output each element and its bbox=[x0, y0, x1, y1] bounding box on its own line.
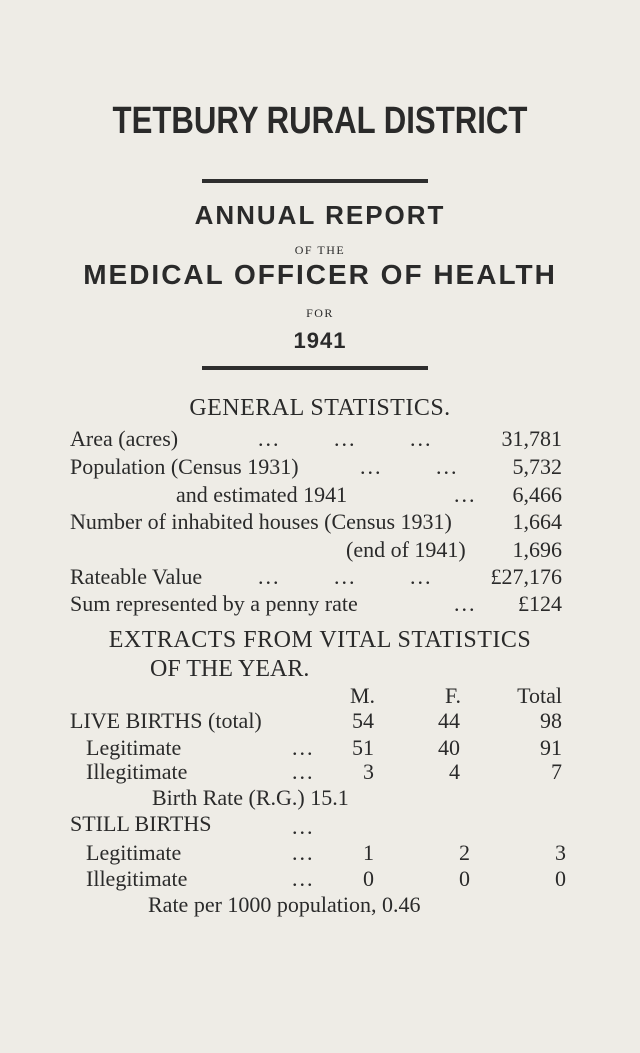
still-births-label: STILL BIRTHS bbox=[70, 811, 212, 836]
leader-dots: ... bbox=[292, 840, 315, 865]
vital-statistics-subheading: OF THE YEAR. bbox=[150, 656, 310, 682]
for-label: FOR bbox=[306, 306, 334, 320]
stat-value: £124 bbox=[518, 591, 562, 616]
district-title: TETBURY RURAL DISTRICT bbox=[112, 100, 528, 142]
live-births-m: 54 bbox=[352, 708, 374, 733]
leader-dots: ... bbox=[292, 759, 315, 784]
stat-label: Population (Census 1931) bbox=[70, 454, 299, 479]
stat-label: (end of 1941) bbox=[346, 537, 466, 562]
live-illegitimate-label: Illegitimate bbox=[86, 759, 188, 784]
leader-dots: ... bbox=[292, 735, 315, 760]
stat-value: 1,664 bbox=[512, 509, 562, 534]
leader-dots: ... bbox=[292, 866, 315, 891]
of-the-label: OF THE bbox=[294, 243, 346, 257]
stat-label: Rateable Value bbox=[70, 564, 203, 589]
live-legitimate-total: 91 bbox=[540, 735, 562, 760]
still-illegitimate-m: 0 bbox=[363, 866, 374, 891]
live-illegitimate-f: 4 bbox=[449, 759, 460, 784]
leader-dots: ... bbox=[454, 482, 477, 507]
divider-top bbox=[202, 179, 428, 183]
report-title: ANNUAL REPORT bbox=[194, 200, 446, 230]
stat-label: Number of inhabited houses (Census 1931) bbox=[70, 509, 452, 534]
general-statistics-heading: GENERAL STATISTICS. bbox=[189, 395, 451, 421]
still-illegitimate-label: Illegitimate bbox=[86, 866, 188, 891]
column-header-m: M. bbox=[349, 683, 375, 708]
still-illegitimate-f: 0 bbox=[459, 866, 470, 891]
still-legitimate-total: 3 bbox=[555, 840, 566, 865]
stat-value: £27,176 bbox=[490, 564, 562, 589]
live-births-label: LIVE BIRTHS (total) bbox=[70, 708, 262, 733]
still-birth-rate: Rate per 1000 population, 0.46 bbox=[148, 892, 421, 917]
live-legitimate-f: 40 bbox=[438, 735, 460, 760]
still-legitimate-f: 2 bbox=[459, 840, 470, 865]
vital-statistics-heading: EXTRACTS FROM VITAL STATISTICS bbox=[108, 627, 532, 653]
stat-value: 1,696 bbox=[512, 537, 562, 562]
report-year: 1941 bbox=[293, 328, 347, 353]
leader-dots: ... bbox=[292, 814, 315, 839]
live-illegitimate-total: 7 bbox=[551, 759, 562, 784]
officer-title: MEDICAL OFFICER OF HEALTH bbox=[83, 259, 557, 290]
stat-label: and estimated 1941 bbox=[176, 482, 348, 507]
stat-label: Area (acres) bbox=[70, 426, 179, 451]
live-illegitimate-m: 3 bbox=[363, 759, 374, 784]
stat-label: Sum represented by a penny rate bbox=[70, 591, 358, 616]
still-legitimate-label: Legitimate bbox=[86, 840, 182, 865]
column-header-total: Total bbox=[517, 683, 562, 708]
leader-dots: ... ... bbox=[360, 454, 459, 479]
live-legitimate-m: 51 bbox=[352, 735, 374, 760]
still-legitimate-m: 1 bbox=[363, 840, 374, 865]
leader-dots: ... bbox=[454, 591, 477, 616]
birth-rate: Birth Rate (R.G.) 15.1 bbox=[152, 785, 349, 810]
stat-value: 5,732 bbox=[512, 454, 562, 479]
live-legitimate-label: Legitimate bbox=[86, 735, 182, 760]
still-illegitimate-total: 0 bbox=[555, 866, 566, 891]
leader-dots: ... ... ... bbox=[258, 426, 433, 451]
divider-bottom bbox=[202, 366, 428, 370]
live-births-f: 44 bbox=[438, 708, 460, 733]
column-header-f: F. bbox=[445, 683, 461, 708]
stat-value: 6,466 bbox=[512, 482, 562, 507]
live-births-total: 98 bbox=[540, 708, 562, 733]
stat-value: 31,781 bbox=[501, 426, 562, 451]
leader-dots: ... ... ... bbox=[258, 564, 433, 589]
